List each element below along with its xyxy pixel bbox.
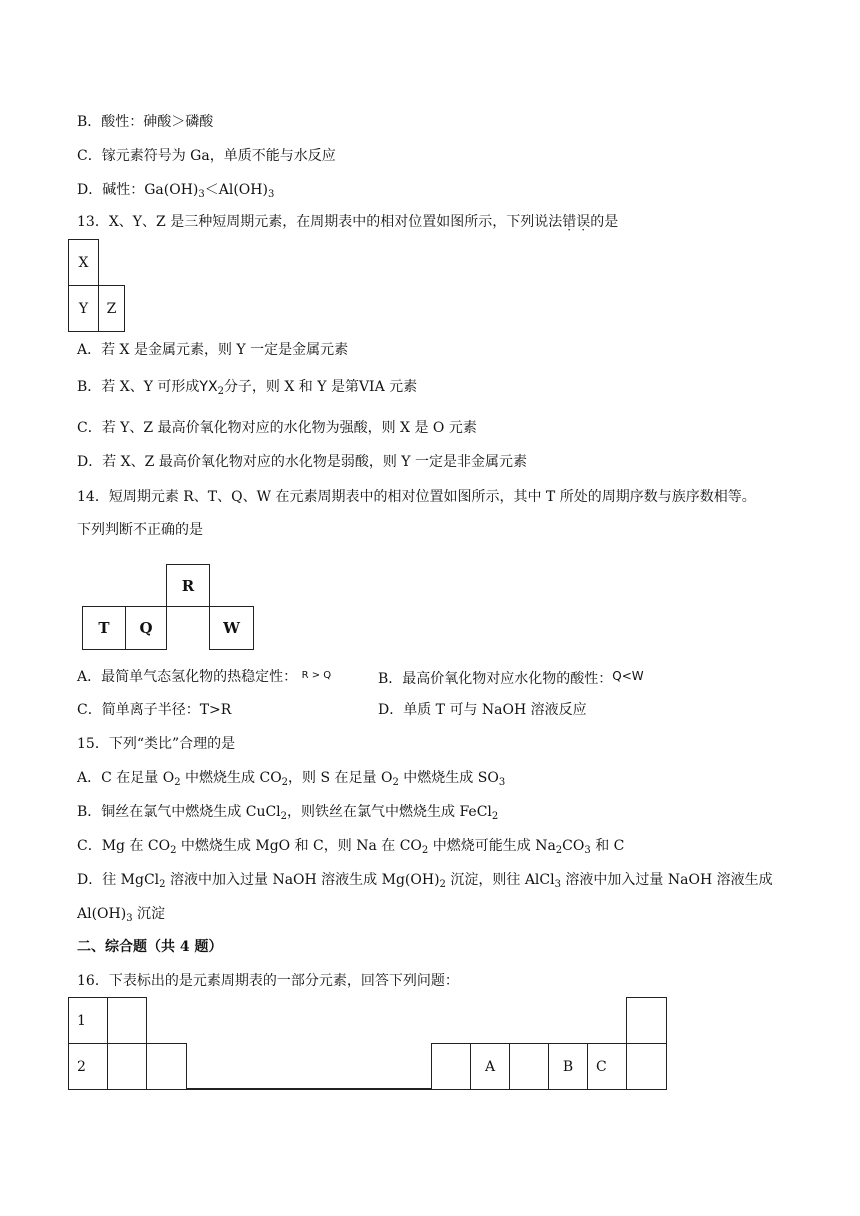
q13-cell-z: Z: [98, 285, 125, 332]
q16-row1-noble-cell: [626, 997, 667, 1044]
q14-stem-line2: 下列判断不正确的是: [77, 522, 203, 538]
q13-option-a: A．若 X 是金属元素，则 Y 一定是金属元素: [77, 342, 349, 358]
q16-cell-a: A: [470, 1043, 510, 1090]
q12-option-c: C．镓元素符号为 Ga，单质不能与水反应: [77, 148, 336, 164]
q16-cell-c: C: [587, 1043, 627, 1090]
q12-option-d: D．碱性：$Ga(OH)_3<Al(OH)_3$: [77, 182, 275, 200]
q16-row2-cell-5: [509, 1043, 549, 1090]
q16-row2-cell-2: [146, 1043, 187, 1090]
q13-option-c: C．若 Y、Z 最高价氧化物对应的水化物为强酸，则 X 是 O 元素: [77, 420, 477, 436]
q14-cell-t: T: [82, 606, 126, 650]
q16-row2-label: 2: [68, 1043, 108, 1090]
q16-table-gap-line: [186, 1088, 432, 1090]
q15-option-d-line2: $Al(OH)_3$ 沉淀: [77, 906, 166, 924]
q15-option-a: A．C 在足量 $O_2$ 中燃烧生成 $CO_2$，则 S 在足量 $O_2$ 中燃烧生成 $SO_3$: [77, 770, 506, 788]
q14-option-c: C．简单离子半径：T>R: [77, 702, 232, 718]
q14-option-a: A．最简单气态氢化物的热稳定性： $^{R > Q}$: [77, 669, 332, 685]
q15-option-c: C．Mg 在 $CO_2$ 中燃烧生成 MgO 和 C，则 Na 在 $CO_2$ 中燃烧可能生成 $Na_2CO_3$ 和 C: [77, 838, 625, 856]
section-heading: 二、综合题（共 4 题）: [77, 939, 223, 955]
q12-option-b: B．酸性：砷酸＞磷酸: [77, 114, 214, 130]
q14-option-b: B．最高价氧化物对应水化物的酸性：Q<W: [378, 669, 644, 687]
q14-cell-q: Q: [125, 606, 167, 650]
q13-stem: 13．X、Y、Z 是三种短周期元素，在周期表中的相对位置如图所示，下列说法错误的是: [77, 214, 619, 230]
q16-stem: 16．下表标出的是元素周期表的一部分元素，回答下列问题：: [77, 973, 459, 989]
q14-stem-line1: 14．短周期元素 R、T、Q、W 在元素周期表中的相对位置如图所示，其中 T 所处的周期序数与族序数相等。: [77, 489, 756, 505]
q16-row1-label: 1: [68, 997, 108, 1044]
q13-option-b: B．若 X、Y 可形成$YX_2$分子，则 X 和 Y 是第VIA 元素: [77, 379, 418, 397]
q15-option-d-line1: D．往 MgCl$_2$ 溶液中加入过量 NaOH 溶液生成 $Mg(OH)_2$ 沉淀，则往 AlCl$_3$ 溶液中加入过量 NaOH 溶液生成: [77, 872, 773, 890]
q16-row1-cell: [107, 997, 147, 1044]
q13-cell-y: Y: [68, 285, 99, 332]
q13-cell-x: X: [68, 239, 99, 286]
q16-row2-cell-3: [431, 1043, 471, 1090]
q15-stem: 15．下列“类比”合理的是: [77, 736, 236, 752]
q15-option-b: B．铜丝在氯气中燃烧生成 CuCl$_2$，则铁丝在氯气中燃烧生成 FeCl$_2$: [77, 804, 499, 822]
q14-option-d: D．单质 T 可与 NaOH 溶液反应: [378, 702, 587, 718]
q13-option-d: D．若 X、Z 最高价氧化物对应的水化物是弱酸，则 Y 一定是非金属元素: [77, 454, 527, 470]
q14-cell-r: R: [166, 564, 210, 607]
q16-cell-b: B: [548, 1043, 588, 1090]
q16-row2-cell-1: [107, 1043, 147, 1090]
q16-row2-cell-8: [626, 1043, 667, 1090]
q14-cell-w: W: [209, 606, 254, 650]
